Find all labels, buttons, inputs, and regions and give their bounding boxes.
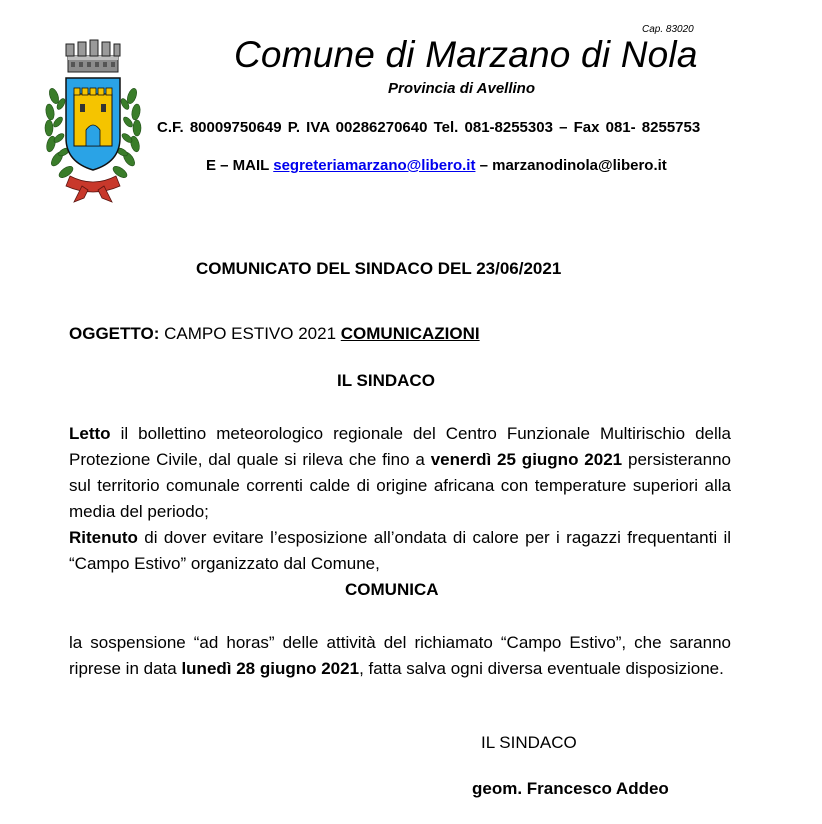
letto-text: il bollettino meteorologico regionale del Centro Funzionale Multirischio della Protezione Civile, dal quale si rileva che fino a <box>69 424 731 469</box>
postal-code: Cap. 83020 <box>642 24 694 35</box>
email-link[interactable]: segreteriamarzano@libero.it <box>273 157 476 174</box>
signature-title: IL SINDACO <box>481 733 577 752</box>
comunica-heading: COMUNICA <box>345 580 439 599</box>
subject-label: OGGETTO: <box>69 324 160 343</box>
paragraph-sospensione <box>69 630 731 682</box>
province-subtitle: Provincia di Avellino <box>388 80 535 97</box>
letto-keyword: Letto <box>69 424 111 443</box>
date-venerdi: venerdì 25 giugno 2021 <box>430 450 623 469</box>
sospensione-text-end: , fatta salva ogni diversa eventuale disposizione. <box>359 659 724 678</box>
sospensione-text: la sospensione “ad horas” delle attività del richiamato “Campo Estivo”, che saranno riprese in data <box>69 633 731 678</box>
crown-icon <box>66 40 120 72</box>
letto-text-end: persisteranno sul territorio comunale correnti calde di origine africana con temperature superiori alla media del periodo; <box>69 450 732 521</box>
ribbon-icon <box>66 176 120 202</box>
subject-text: CAMPO ESTIVO 2021 <box>159 324 341 343</box>
date-lunedi: lunedì 28 giugno 2021 <box>181 659 360 678</box>
municipality-title: Comune di Marzano di Nola <box>234 34 698 75</box>
municipal-crest-icon <box>44 38 142 204</box>
email-secondary: – marzanodinola@libero.it <box>475 157 667 174</box>
paragraph-ritenuto <box>69 525 731 577</box>
subject-emphasis: COMUNICAZIONI <box>340 324 480 343</box>
paragraph-letto <box>69 421 731 525</box>
signature-name: geom. Francesco Addeo <box>472 779 669 798</box>
ritenuto-text: di dover evitare l’esposizione all’ondata di calore per i ragazzi frequentanti il “Campo Estivo” organizzato dal Comune, <box>69 528 731 573</box>
fiscal-contact-line: C.F. 80009750649 P. IVA 00286270640 Tel. 081-8255303 – Fax 081- 8255753 <box>157 119 701 136</box>
document-heading: COMUNICATO DEL SINDACO DEL 23/06/2021 <box>196 259 562 278</box>
email-label: E – MAIL <box>206 157 274 174</box>
ritenuto-keyword: Ritenuto <box>69 528 138 547</box>
email-line <box>206 157 667 174</box>
tower-icon <box>74 88 112 146</box>
subject-line <box>69 324 480 344</box>
mayor-heading: IL SINDACO <box>337 371 435 390</box>
